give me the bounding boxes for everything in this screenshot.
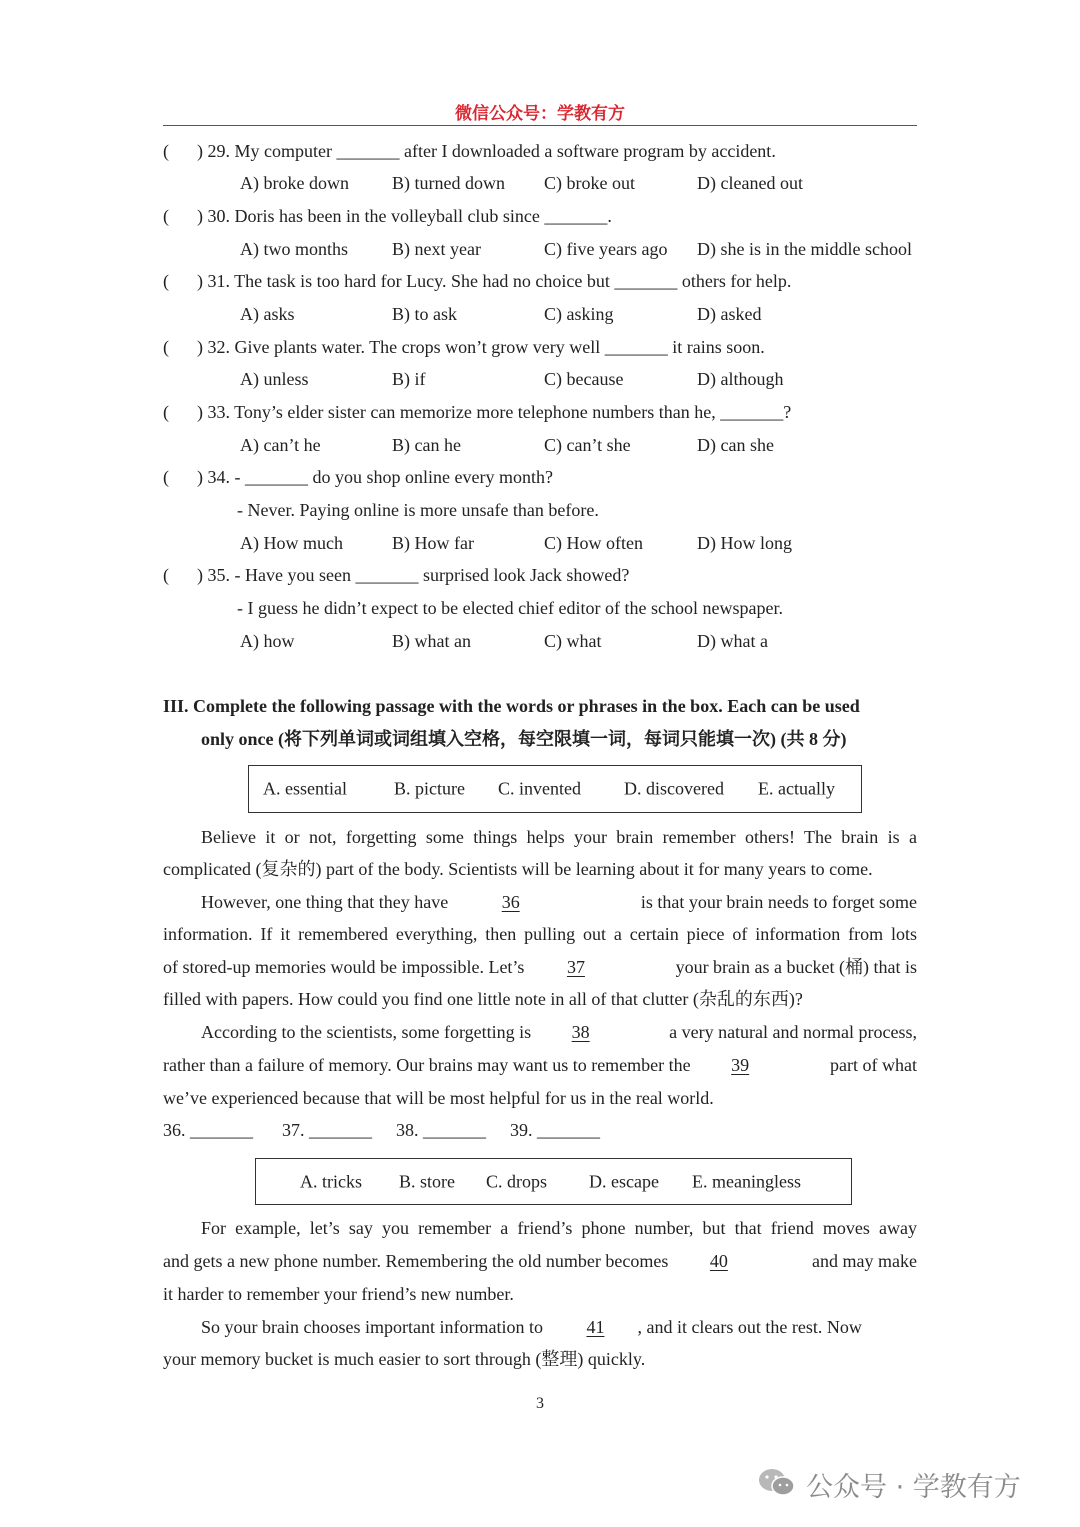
option-a: A) how (240, 631, 295, 651)
passage-text: So your brain chooses important information to (201, 1317, 543, 1337)
wechat-icon (757, 1467, 797, 1497)
option-b: B) next year (392, 239, 481, 259)
option-d: D) she is in the middle school (697, 239, 912, 259)
question-text: ) 35. - Have you seen _______ surprised look Jack showed? (197, 565, 630, 585)
passage-line: filled with papers. How could you find one little note in all of that clutter (杂乱的东西)? (163, 989, 803, 1009)
blank-37: 37 (566, 957, 585, 977)
option-d: D) can she (697, 435, 774, 455)
blank-41: 41 (586, 1317, 605, 1337)
option-d: D) How long (697, 533, 792, 553)
question-text: ) 32. Give plants water. The crops won’t grow very well _______ it rains soon. (197, 337, 765, 357)
passage-text: part of what (830, 1055, 917, 1075)
option-a: A) can’t he (240, 435, 321, 455)
passage-line: complicated (复杂的) part of the body. Scientists will be learning about it for many years to come. (163, 859, 873, 879)
passage-text: and may make (812, 1251, 917, 1271)
option-b: B) what an (392, 631, 471, 651)
passage-text: is that your brain needs to forget some (640, 892, 917, 912)
option-c: C) five years ago (544, 239, 668, 259)
answer-blank-36: 36. _______ (163, 1120, 253, 1140)
answer-paren: ( (163, 565, 169, 585)
option-b: B) How far (392, 533, 474, 553)
option-a: A) broke down (240, 173, 349, 193)
question-text: ) 31. The task is too hard for Lucy. She had no choice but _______ others for help. (197, 271, 792, 291)
dialogue-reply: - I guess he didn’t expect to be elected chief editor of the school newspaper. (237, 598, 783, 618)
option-d: D) although (697, 369, 784, 389)
option-d: D) what a (697, 631, 768, 651)
question-text: ) 29. My computer _______ after I downloaded a software program by accident. (197, 141, 776, 161)
answer-paren: ( (163, 206, 169, 226)
passage-text: your brain as a bucket (桶) that is (675, 957, 917, 977)
passage-line: your memory bucket is much easier to sort through (整理) quickly. (163, 1349, 646, 1369)
word-box-2 (255, 1158, 852, 1205)
passage-text: and gets a new phone number. Remembering the old number becomes (163, 1251, 669, 1271)
word-box-item: E. actually (758, 778, 835, 799)
word-box-item: D. discovered (624, 778, 724, 799)
passage-line (163, 1054, 917, 1076)
passage-text: According to the scientists, some forgetting is (201, 1022, 532, 1042)
option-c: C) can’t she (544, 435, 631, 455)
passage-text: of stored-up memories would be impossible. Let’s (163, 957, 525, 977)
word-box-item: E. meaningless (692, 1171, 801, 1191)
passage-text: a very natural and normal process, (669, 1022, 917, 1042)
blank-39: 39 (731, 1055, 750, 1075)
option-a: A) How much (240, 533, 343, 553)
word-box-item: D. escape (589, 1171, 659, 1191)
answer-paren: ( (163, 337, 169, 357)
word-box-item: B. store (399, 1171, 455, 1191)
question-text: ) 30. Doris has been in the volleyball club since _______. (197, 206, 612, 226)
question-text: ) 33. Tony’s elder sister can memorize more telephone numbers than he, _______? (197, 402, 792, 422)
option-b: B) if (392, 369, 426, 389)
option-b: B) to ask (392, 304, 457, 324)
section-title-cont: only once (将下列单词或词组填入空格，每空限填一词，每词只能填一次) (共 8 分) (201, 729, 847, 749)
question-text: ) 34. - _______ do you shop online every month? (197, 467, 553, 487)
passage-text: rather than a failure of memory. Our brains may want us to remember the (163, 1055, 691, 1075)
passage-line (201, 1316, 917, 1338)
dialogue-reply: - Never. Paying online is more unsafe than before. (237, 500, 599, 520)
option-b: B) turned down (392, 173, 505, 193)
header-rule (163, 125, 917, 126)
word-box-item: A. tricks (300, 1171, 362, 1191)
page-number: 3 (536, 1395, 544, 1412)
passage-line: we’ve experienced because that will be most helpful for us in the real world. (163, 1088, 714, 1108)
answer-paren: ( (163, 271, 169, 291)
passage-text: However, one thing that they have (201, 892, 449, 912)
word-box-item: B. picture (394, 778, 465, 799)
passage-line (201, 891, 917, 913)
answer-paren: ( (163, 141, 169, 161)
passage-line (163, 1250, 917, 1272)
option-a: A) asks (240, 304, 295, 324)
word-box-item: A. essential (263, 778, 347, 799)
option-d: D) asked (697, 304, 762, 324)
option-c: C) asking (544, 304, 614, 324)
word-box-1 (248, 765, 862, 813)
watermark-text: 公众号 · 学教有方 (806, 1472, 1021, 1503)
option-a: A) two months (240, 239, 348, 259)
blank-36: 36 (501, 892, 520, 912)
passage-line: information. If it remembered everything, then pulling out a certain piece of information from lots (163, 924, 917, 944)
answer-blank-39: 39. _______ (510, 1120, 600, 1140)
section-title: III. Complete the following passage with the words or phrases in the box. Each can be used (163, 696, 860, 716)
option-d: D) cleaned out (697, 173, 803, 193)
option-b: B) can he (392, 435, 461, 455)
passage-line (201, 1021, 917, 1043)
option-c: C) broke out (544, 173, 635, 193)
passage-line: Believe it or not, forgetting some things helps your brain remember others! The brain is a (201, 827, 917, 847)
header-title: 微信公众号：学教有方 (455, 104, 625, 124)
answer-paren: ( (163, 467, 169, 487)
word-box-item: C. drops (486, 1171, 548, 1191)
word-box-item: C. invented (498, 778, 581, 799)
option-c: C) because (544, 369, 624, 389)
option-c: C) what (544, 631, 602, 651)
passage-text: , and it clears out the rest. Now (637, 1317, 862, 1337)
answer-blank-38: 38. _______ (396, 1120, 486, 1140)
blank-38: 38 (571, 1022, 590, 1042)
passage-line: For example, let’s say you remember a friend’s phone number, but that friend moves away (201, 1218, 917, 1238)
passage-line: it harder to remember your friend’s new number. (163, 1284, 514, 1304)
option-a: A) unless (240, 369, 309, 389)
answer-blank-37: 37. _______ (282, 1120, 372, 1140)
passage-line (163, 956, 917, 978)
answer-paren: ( (163, 402, 169, 422)
option-c: C) How often (544, 533, 643, 553)
blank-40: 40 (709, 1251, 728, 1271)
